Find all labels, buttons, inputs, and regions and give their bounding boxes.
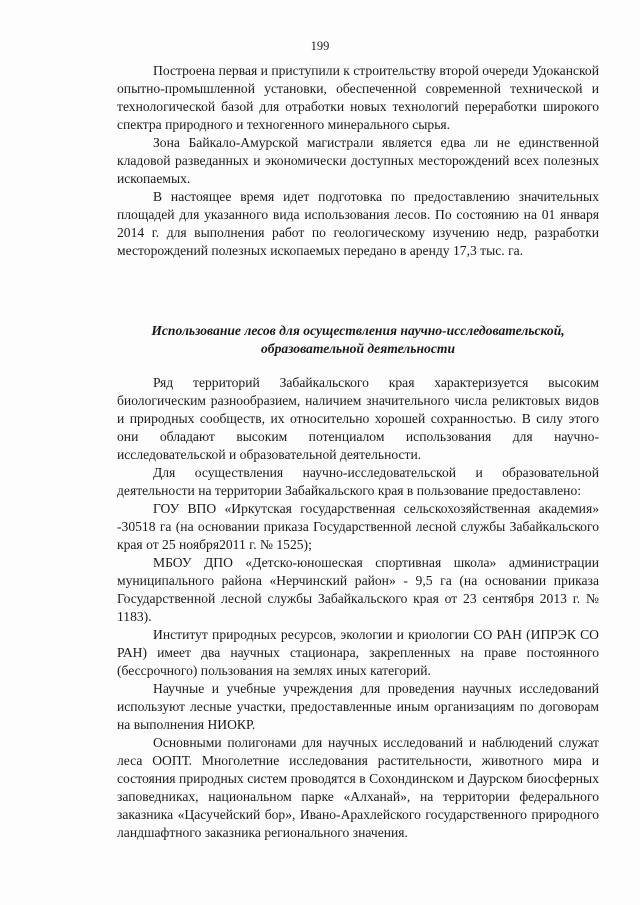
paragraph: Ряд территорий Забайкальского края характеризуется высоким биологическим разнообразием, наличием значительного числа реликтовых видов и природных сообществ, их относительно хорошей сохранностью. В силу этого они обладают высоким потенциалом использования для научно-исследовательской и образовательной деятельности. (117, 375, 599, 462)
top-text-block (117, 62, 599, 260)
paragraph: Основными полигонами для научных исследований и наблюдений служат леса ООПТ. Многолетние исследования растительности, животного мира и состояния природных систем проводятся в Сохондинском и Даурском биосферных заповедниках, национальном парке «Алханай», на территории федерального заказника «Цасучейский бор», Ивано-Арахлейского государственного природного ландшафтного заказника регионального значения. (117, 735, 599, 840)
paragraph: Зона Байкало-Амурской магистрали является едва ли не единственной кладовой разведанных и экономически доступных месторождений всех полезных ископаемых. (117, 135, 599, 186)
paragraph: ГОУ ВПО «Иркутская государственная сельскохозяйственная академия» -30518 га (на основании приказа Государственной лесной службы Забайкальского края от 25 ноября2011 г. № 1525); (117, 501, 599, 552)
paragraph: Институт природных ресурсов, экологии и криологии СО РАН (ИПРЭК СО РАН) имеет два научных стационара, закрепленных на праве постоянного (бессрочного) пользования на землях иных категорий. (117, 627, 599, 678)
section-heading-line: образовательной деятельности (260, 341, 456, 356)
paragraph: Научные и учебные учреждения для проведения научных исследований используют лесные участки, предоставленные иным организациям по договорам на выполнения НИОКР. (117, 681, 599, 732)
paragraph: Построена первая и приступили к строительству второй очереди Удоканской опытно-промышленной установки, обеспеченной современной технической и технологической базой для отработки новых технологий переработки широкого спектра природного и техногенного минерального сырья. (117, 63, 599, 132)
paragraph: МБОУ ДПО «Детско-юношеская спортивная школа» администрации муниципального района «Нерчинский район» - 9,5 га (на основании приказа Государственной лесной службы Забайкальского края от 23 сентября 2013 г. № 1183). (117, 555, 599, 624)
paragraph: В настоящее время идет подготовка по предоставлению значительных площадей для указанного вида использования лесов. По состоянию на 01 января 2014 г. для выполнения работ по геологическому изучению недр, разработки месторождений полезных ископаемых передано в аренду 17,3 тыс. га. (117, 189, 599, 258)
paragraph: Для осуществления научно-исследовательской и образовательной деятельности на территории Забайкальского края в пользование предоставлено: (117, 465, 599, 498)
section-text-block (117, 374, 599, 842)
page-number: 199 (310, 39, 330, 53)
section-heading-line: Использование лесов для осуществления научно-исследовательской, (151, 323, 565, 338)
section-heading (117, 322, 599, 358)
